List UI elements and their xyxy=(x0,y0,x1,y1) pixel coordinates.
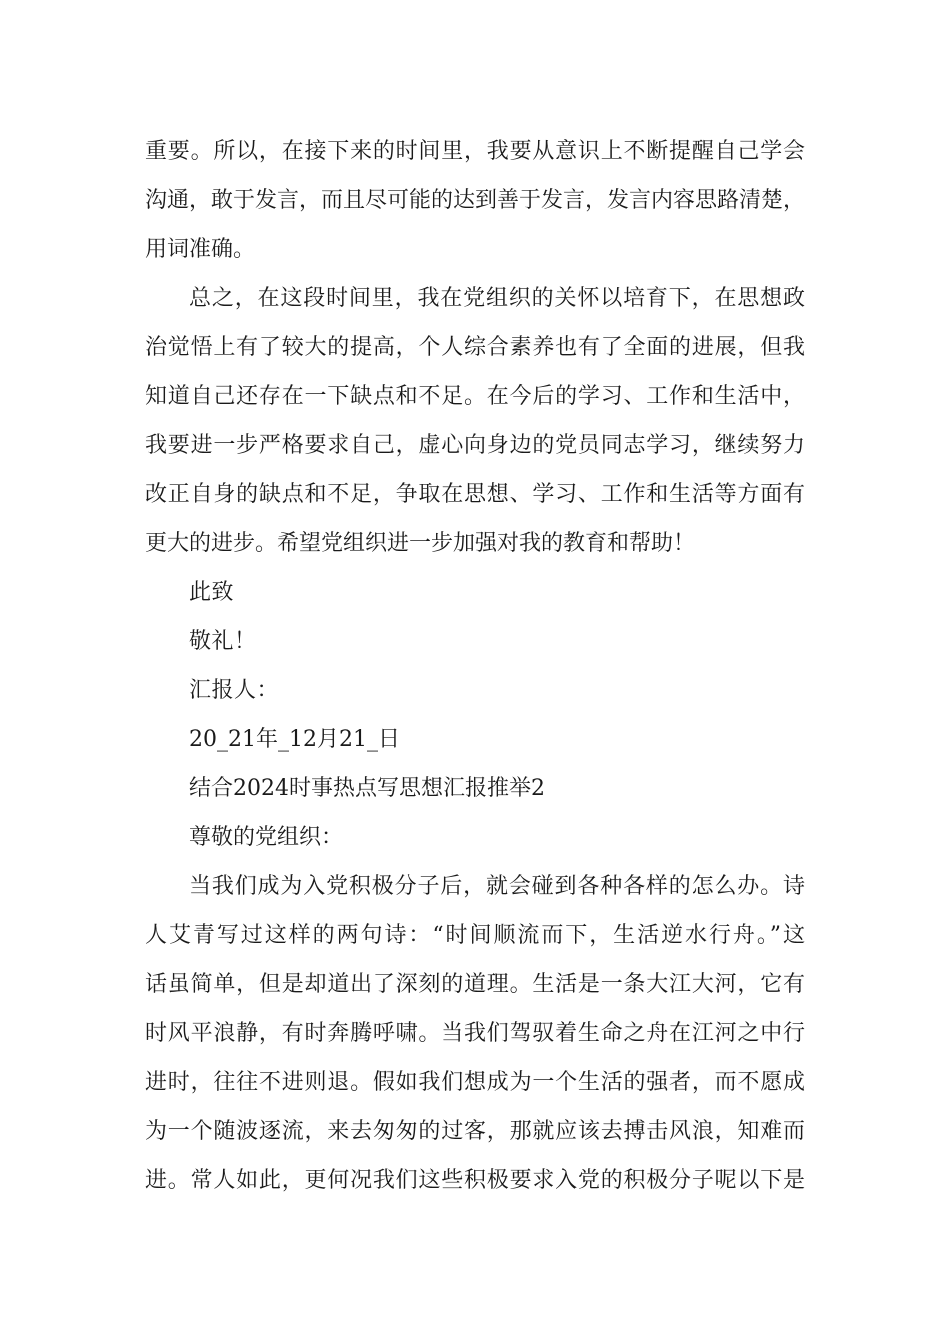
paragraph-line: 人艾青写过这样的两句诗：“时间顺流而下，生活逆水行舟。”这 xyxy=(145,923,805,948)
paragraph-line: 知道自己还存在一下缺点和不足。在今后的学习、工作和生活中， xyxy=(145,384,805,409)
section-title: 结合2024时事热点写思想汇报推举2 xyxy=(189,776,545,801)
closing-regards: 敬礼！ xyxy=(189,629,257,654)
paragraph-line: 用词准确。 xyxy=(145,237,256,262)
paragraph-line: 更大的进步。希望党组织进一步加强对我的教育和帮助！ xyxy=(145,531,696,556)
paragraph-line: 时风平浪静，有时奔腾呼啸。当我们驾驭着生命之舟在江河之中行 xyxy=(145,1021,805,1046)
paragraph-line: 进时，往往不进则退。假如我们想成为一个生活的强者，而不愿成 xyxy=(145,1070,805,1095)
paragraph-line: 进。常人如此，更何况我们这些积极要求入党的积极分子呢以下是 xyxy=(145,1168,805,1193)
paragraph-line: 治觉悟上有了较大的提高，个人综合素养也有了全面的进展，但我 xyxy=(145,335,805,360)
paragraph-line: 重要。所以，在接下来的时间里，我要从意识上不断提醒自己学会 xyxy=(145,139,805,164)
document-body xyxy=(145,131,805,1209)
paragraph-line: 改正自身的缺点和不足，争取在思想、学习、工作和生活等方面有 xyxy=(145,482,805,507)
report-date: 20_21年_12月21_日 xyxy=(189,727,400,752)
paragraph-line: 我要进一步严格要求自己，虚心向身边的党员同志学习，继续努力 xyxy=(145,433,805,458)
letter-greeting: 尊敬的党组织： xyxy=(189,825,344,850)
paragraph-line: 总之，在这段时间里，我在党组织的关怀以培育下，在思想政 xyxy=(189,286,805,311)
paragraph-line: 沟通，敢于发言，而且尽可能的达到善于发言，发言内容思路清楚， xyxy=(145,188,806,213)
reporter-label: 汇报人： xyxy=(189,678,280,703)
paragraph-line: 话虽简单，但是却道出了深刻的道理。生活是一条大江大河，它有 xyxy=(145,972,805,997)
paragraph-line: 为一个随波逐流，来去匆匆的过客，那就应该去搏击风浪，知难而 xyxy=(145,1119,805,1144)
paragraph-line: 当我们成为入党积极分子后，就会碰到各种各样的怎么办。诗 xyxy=(189,874,805,899)
closing-salutation: 此致 xyxy=(189,580,235,605)
